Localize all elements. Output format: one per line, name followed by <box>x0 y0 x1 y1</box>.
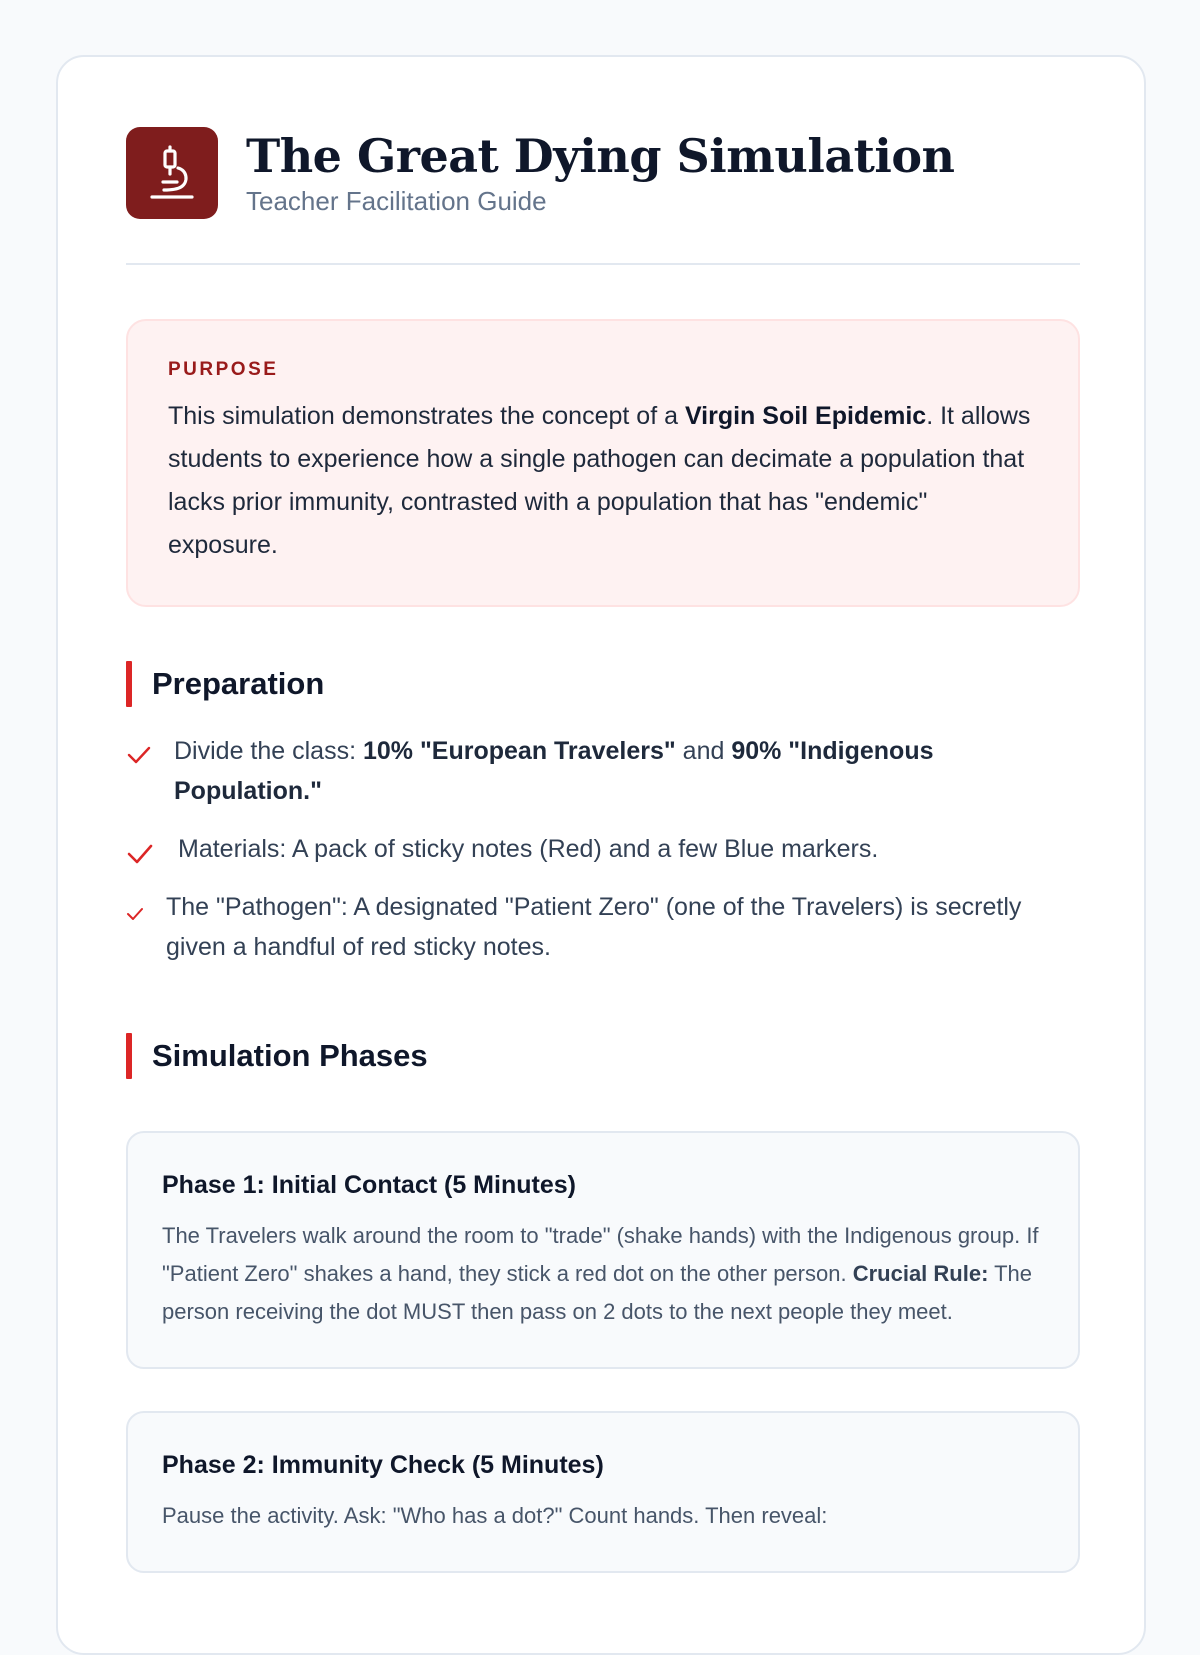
phase-description: Pause the activity. Ask: "Who has a dot?" Count hands. Then reveal: <box>162 1503 828 1528</box>
list-item <box>126 887 1080 967</box>
item-text-part: Divide the class: <box>174 737 363 765</box>
item-text-part: and <box>675 737 732 765</box>
list-item-text: Materials: A pack of sticky notes (Red) and a few Blue markers. <box>178 835 879 863</box>
phase-card <box>126 1131 1080 1369</box>
phase-card <box>126 1411 1080 1573</box>
purpose-text-end: . It allows students to experience how a single pathogen can decimate a population that lacks prior immunity, contrasted with a population that has "endemic" exposure. <box>168 402 1031 559</box>
purpose-label: PURPOSE <box>168 359 279 380</box>
preparation-heading <box>126 661 1080 707</box>
check-icon <box>126 887 166 927</box>
page-header <box>126 127 1080 219</box>
heading-accent-bar <box>126 1033 132 1079</box>
purpose-key-term: Virgin Soil Epidemic <box>684 402 927 430</box>
item-emphasis: 90% "Indigenous Population." <box>174 737 934 805</box>
microscope-icon <box>126 127 218 219</box>
check-icon <box>126 731 174 771</box>
phase-title: Phase 2: Immunity Check (5 Minutes) <box>162 1451 604 1479</box>
preparation-title: Preparation <box>152 666 325 701</box>
list-item-text: The "Pathogen": A designated "Patient Zero" (one of the Travelers) is secretly given a handful of red sticky notes. <box>166 893 1022 961</box>
header-divider <box>126 263 1080 265</box>
list-item <box>126 829 1080 869</box>
preparation-list <box>126 731 1080 967</box>
phase-rule-label: Crucial Rule: <box>852 1261 989 1286</box>
item-emphasis: 10% "European Travelers" <box>362 737 676 765</box>
purpose-text <box>168 395 1038 567</box>
guide-content <box>126 127 1080 1573</box>
phase-text-part: The person receiving the dot MUST then pass on 2 dots to the next people they meet. <box>162 1261 1033 1324</box>
phases-heading <box>126 1033 1080 1079</box>
page-subtitle: Teacher Facilitation Guide <box>246 186 547 216</box>
list-item-text <box>174 731 1080 811</box>
purpose-text-start: This simulation demonstrates the concept of a <box>168 402 685 430</box>
guide-card <box>56 55 1146 1655</box>
list-item <box>126 731 1080 811</box>
phases-title: Simulation Phases <box>152 1038 428 1073</box>
phase-text-part: The Travelers walk around the room to "trade" (shake hands) with the Indigenous group. If "Patient Zero" shakes a hand, they stick a red dot on the other person. <box>162 1223 1039 1286</box>
purpose-callout <box>126 319 1080 607</box>
title-block <box>246 130 954 216</box>
check-icon <box>126 829 178 869</box>
heading-accent-bar <box>126 661 132 707</box>
phase-description <box>162 1217 1044 1331</box>
phase-title: Phase 1: Initial Contact (5 Minutes) <box>162 1171 576 1199</box>
page-title: The Great Dying Simulation <box>246 129 955 183</box>
